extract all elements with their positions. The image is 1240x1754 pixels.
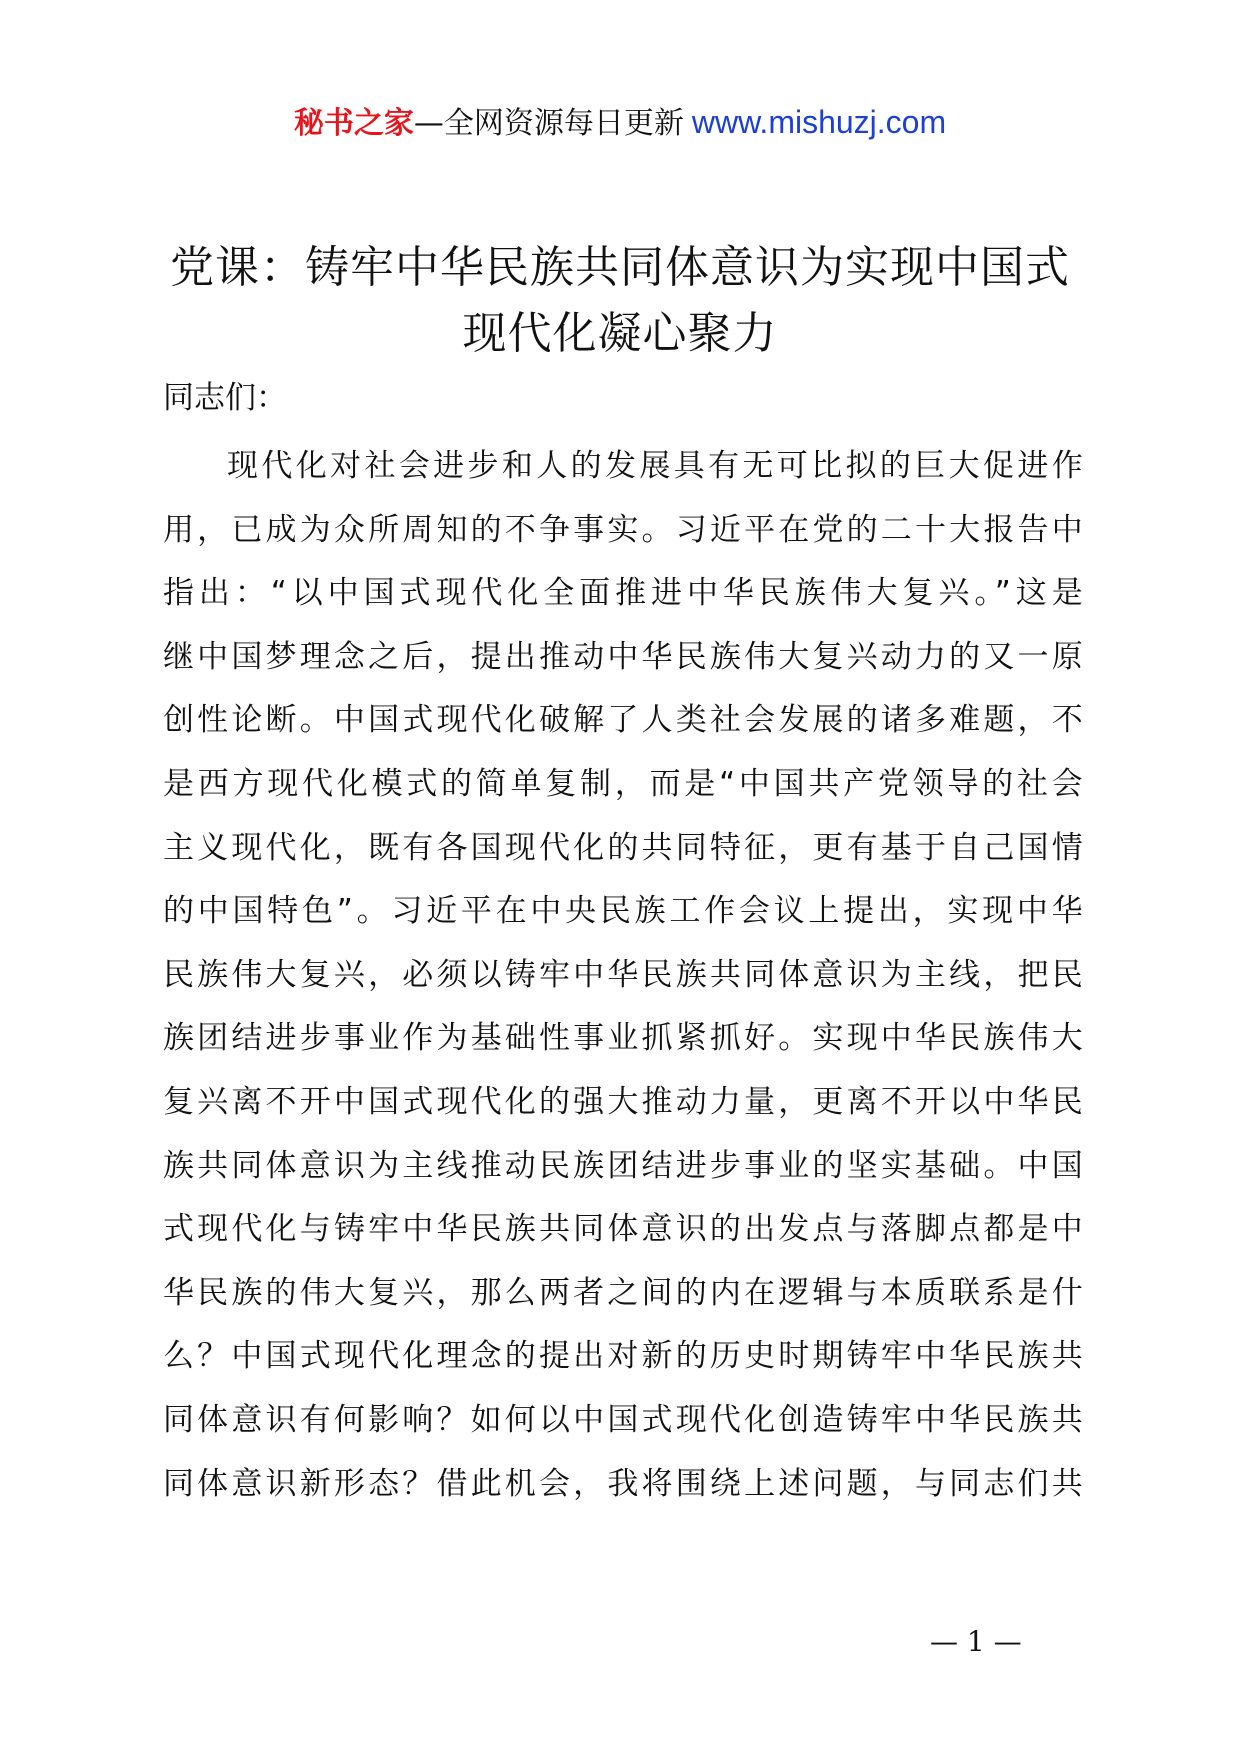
body-line: 创性论断。中国式现代化破解了人类社会发展的诸多难题，不	[163, 702, 1083, 739]
body-paragraph	[163, 435, 1083, 1516]
body-line: 的中国特色”。习近平在中央民族工作会议上提出，实现中华	[163, 893, 1083, 930]
site-url-link[interactable]: www.mishuzj.com	[691, 104, 947, 140]
body-line: 同体意识新形态？借此机会，我将围绕上述问题，与同志们共	[163, 1465, 1083, 1502]
site-tagline: —全网资源每日更新	[413, 106, 684, 141]
body-line: 是西方现代化模式的简单复制，而是“中国共产党领导的社会	[163, 765, 1083, 802]
body-line: 么？中国式现代化理念的提出对新的历史时期铸牢中华民族共	[163, 1338, 1083, 1375]
body-line: 用，已成为众所周知的不争事实。习近平在党的二十大报告中	[163, 511, 1083, 548]
title-line-2: 现代化凝心聚力	[462, 308, 778, 359]
site-brand: 秘书之家	[293, 106, 414, 141]
body-line: 同体意识有何影响？如何以中国式现代化创造铸牢中华民族共	[163, 1401, 1083, 1438]
body-line: 指出：“以中国式现代化全面推进中华民族伟大复兴。”这是	[163, 575, 1083, 612]
body-line: 华民族的伟大复兴，那么两者之间的内在逻辑与本质联系是什	[163, 1274, 1083, 1311]
page-number: — 1 —	[930, 1625, 1022, 1658]
body-line: 复兴离不开中国式现代化的强大推动力量，更离不开以中华民	[163, 1083, 1083, 1120]
body-line: 继中国梦理念之后，提出推动中华民族伟大复兴动力的又一原	[163, 638, 1083, 675]
body-line: 现代化对社会进步和人的发展具有无可比拟的巨大促进作	[227, 448, 1083, 484]
document-title	[150, 235, 1090, 367]
site-header	[0, 100, 1240, 146]
body-line: 族团结进步事业作为基础性事业抓紧抓好。实现中华民族伟大	[163, 1020, 1083, 1057]
title-line-1: 党课：铸牢中华民族共同体意识为实现中国式	[170, 242, 1070, 293]
body-line: 主义现代化，既有各国现代化的共同特征，更有基于自己国情	[163, 829, 1083, 866]
body-line: 民族伟大复兴，必须以铸牢中华民族共同体意识为主线，把民	[163, 956, 1083, 993]
body-line: 式现代化与铸牢中华民族共同体意识的出发点与落脚点都是中	[163, 1211, 1083, 1248]
body-line: 族共同体意识为主线推动民族团结进步事业的坚实基础。中国	[163, 1147, 1083, 1184]
salutation: 同志们：	[163, 380, 287, 416]
